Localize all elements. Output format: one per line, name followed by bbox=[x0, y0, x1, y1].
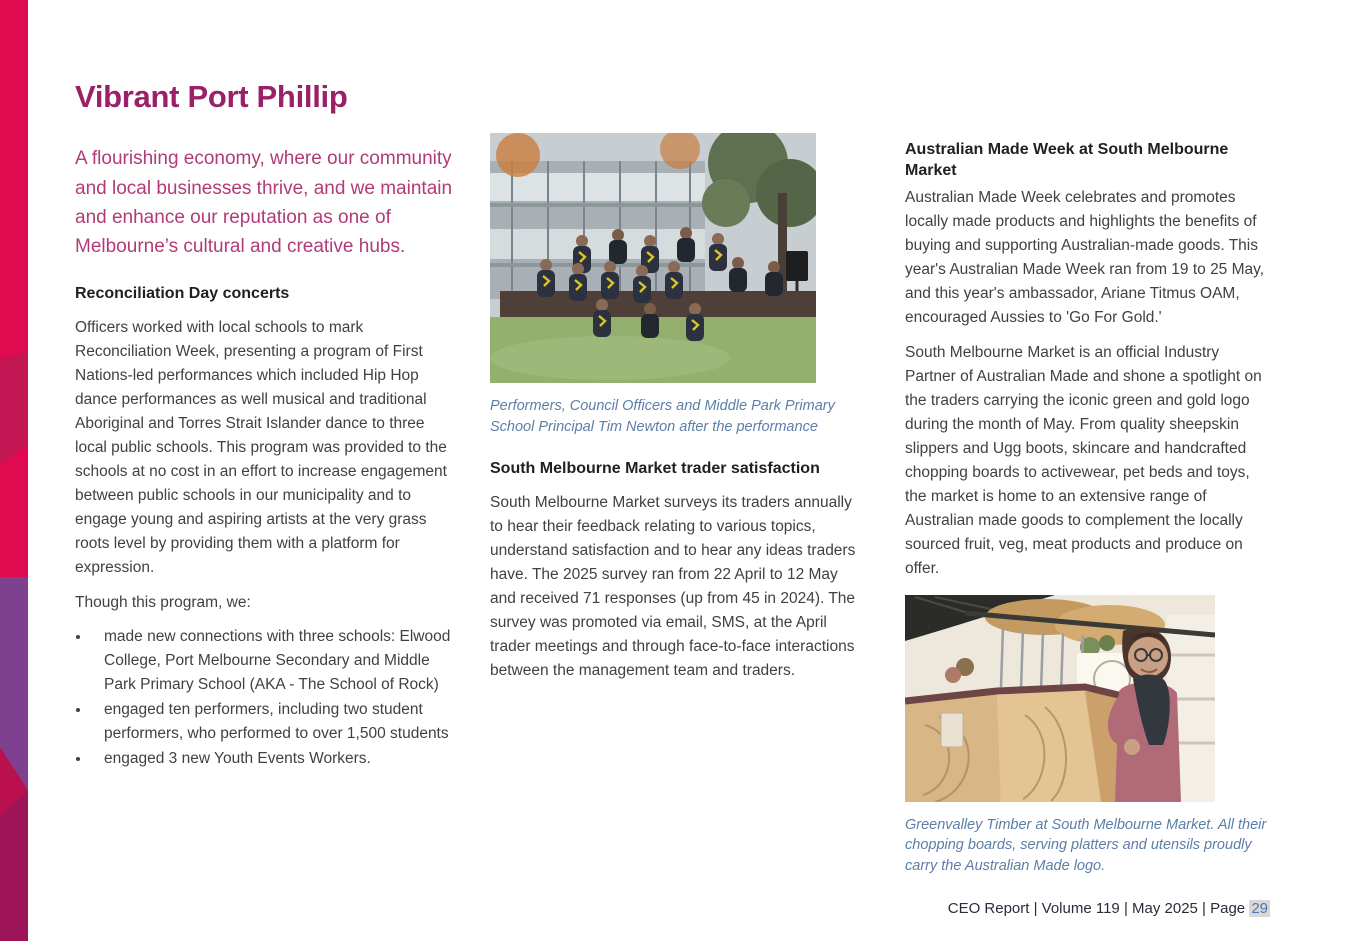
page-title: Vibrant Port Phillip bbox=[75, 79, 348, 114]
list-item: • made new connections with three schools: Elwood College, Port Melbourne Secondary and Middle Park Primary School (AKA - The School of Rock) bbox=[91, 625, 458, 697]
photo-caption: Performers, Council Officers and Middle Park Primary School Principal Tim Newton after the performance bbox=[490, 398, 835, 435]
timber-photo bbox=[905, 595, 1272, 802]
list-item: • engaged ten performers, including two student performers, who performed to over 1,500 students bbox=[91, 698, 458, 746]
australian-made-paragraph-2: South Melbourne Market is an official Industry Partner of Australian Made and shone a spotlight on the traders carrying the iconic green and gold logo during the month of May. From quality sheepskin slippers and Ugg boots, skincare and handcrafted chopping boards to activewear, pet beds and toys, the market is home to an extensive range of Australian made goods to complement the locally sourced fruit, veg, meat products and produce on offer. bbox=[905, 343, 1262, 577]
group-photo-image bbox=[490, 133, 816, 383]
photo-caption: Greenvalley Timber at South Melbourne Market. All their chopping boards, serving platters and utensils proudly carry the Australian Made logo. bbox=[905, 816, 1267, 874]
column-middle bbox=[490, 133, 856, 683]
section-heading-trader-satisfaction: South Melbourne Market trader satisfaction bbox=[490, 460, 820, 478]
program-outcomes-list bbox=[75, 625, 458, 771]
list-item: • engaged 3 new Youth Events Workers. bbox=[91, 747, 458, 771]
market-stall-photo-image bbox=[905, 595, 1215, 802]
reconciliation-paragraph: Officers worked with local schools to mark Reconciliation Week, presenting a program of First Nations-led performances which included Hip Hop dance performances as well musical and traditional Aboriginal and Torres Strait Islander dance to three local public schools. This program was provided to the schools at no cost in an effort to increase engagement between public schools in our municipality and to engage young and aspiring artists at the very grass roots level by providing them with a platform for expression. bbox=[75, 318, 447, 576]
vision-statement: A flourishing economy, where our community and local businesses thrive, and we maintain and enhance our reputation as one of Melbourne’s cultural and creative hubs. bbox=[75, 148, 453, 258]
reconciliation-photo bbox=[490, 133, 856, 383]
page-footer bbox=[948, 900, 1270, 917]
accent-strip-crimson bbox=[0, 0, 28, 577]
program-lead-in: Though this program, we: bbox=[75, 593, 251, 611]
accent-strip bbox=[0, 0, 28, 941]
australian-made-paragraph-1: Australian Made Week celebrates and promotes locally made products and highlights the benefits of buying and supporting Australian-made goods. This year's Australian Made Week ran from 19 to 25 May, and this year's ambassador, Ariane Titmus OAM, encouraged Aussies to 'Go For Gold.' bbox=[905, 188, 1265, 326]
column-left bbox=[75, 80, 458, 772]
trader-satisfaction-paragraph: South Melbourne Market surveys its traders annually to hear their feedback relating to various topics, understand satisfaction and to hear any ideas traders have. The 2025 survey ran from 22 April to 12 May and received 71 responses (up from 45 in 2024). The survey was promoted via email, SMS, at the April trader meetings and through face-to-face interactions between the management team and traders. bbox=[490, 493, 856, 680]
footer-text: CEO Report | Volume 119 | May 2025 | Page bbox=[947, 900, 1250, 917]
page-number: 29 bbox=[1251, 900, 1268, 917]
column-right bbox=[905, 140, 1272, 877]
section-heading-australian-made-week: Australian Made Week at South Melbourne Market bbox=[905, 141, 1229, 179]
section-heading-reconciliation: Reconciliation Day concerts bbox=[75, 284, 290, 302]
